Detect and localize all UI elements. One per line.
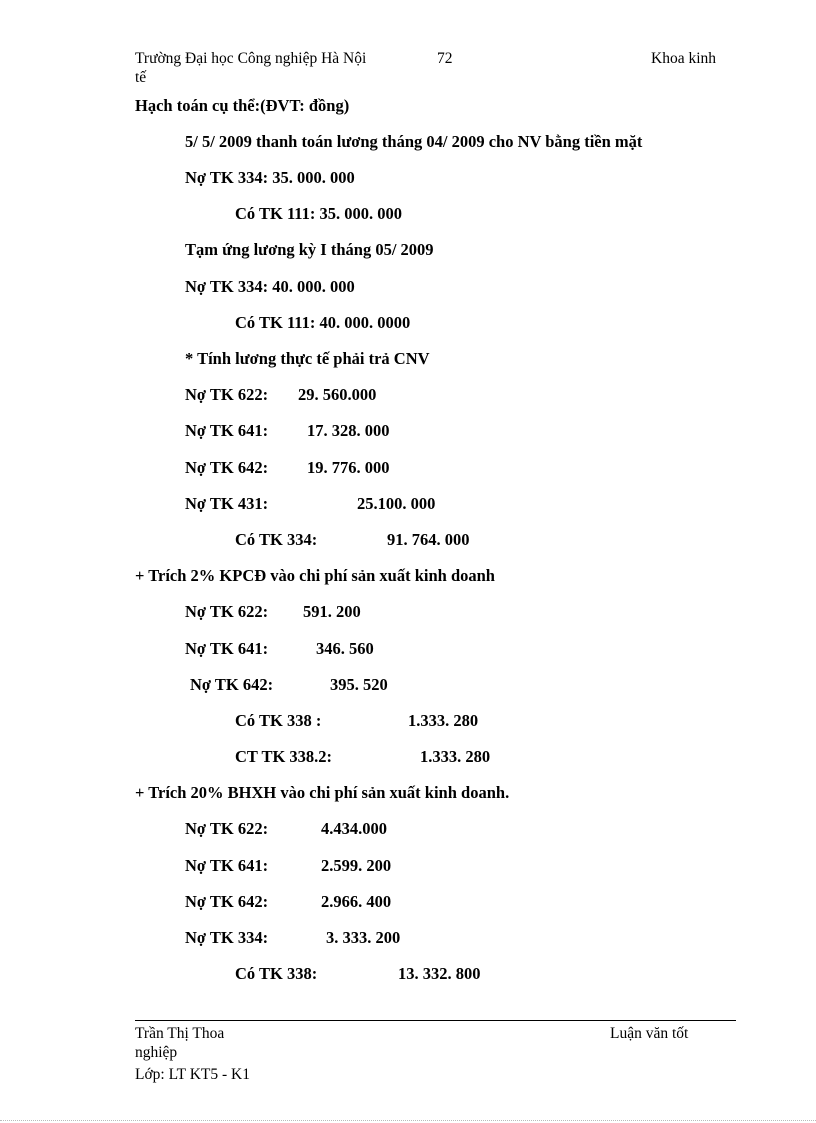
page-edge bbox=[0, 1120, 816, 1121]
entry-line: 5/ 5/ 2009 thanh toán lương tháng 04/ 2009 cho NV bằng tiền mặt bbox=[185, 132, 643, 151]
entry-account: Nợ TK 622: 4.434.000 bbox=[185, 819, 387, 838]
footer-thesis: Luận văn tốt bbox=[610, 1025, 689, 1042]
entry-amount: 13. 332. 800 bbox=[398, 964, 481, 983]
entry-account: Nợ TK 642: 2.966. 400 bbox=[185, 892, 392, 911]
footer-thesis-continued: nghiệp bbox=[135, 1044, 178, 1061]
entry-account: Nợ TK 642: 19. 776. 000 bbox=[185, 458, 390, 477]
entry-amount: 591. 200 bbox=[303, 602, 361, 621]
entry-amount: 25.100. 000 bbox=[357, 494, 436, 513]
entry-amount: 4.434.000 bbox=[321, 819, 387, 838]
footer-author: Trần Thị Thoa bbox=[135, 1025, 225, 1042]
entry-line: + Trích 2% KPCĐ vào chi phí sản xuất kinh doanh bbox=[135, 566, 495, 585]
entry-amount: 2.599. 200 bbox=[321, 856, 392, 875]
entry-account: CT TK 338.2: 1.333. 280 bbox=[235, 747, 491, 766]
footer-divider bbox=[135, 1020, 736, 1021]
entry-account: Nợ TK 642: 395. 520 bbox=[190, 675, 388, 694]
entry-amount: 3. 333. 200 bbox=[326, 928, 401, 947]
entry-amount: 17. 328. 000 bbox=[307, 421, 390, 440]
entry-line: * Tính lương thực tế phải trả CNV bbox=[185, 349, 430, 368]
entry-amount: 395. 520 bbox=[330, 675, 388, 694]
entry-account: Có TK 338: 13. 332. 800 bbox=[235, 964, 481, 983]
entry-amount: 29. 560.000 bbox=[298, 385, 377, 404]
section-title: Hạch toán cụ thể:(ĐVT: đồng) bbox=[135, 96, 350, 115]
header-faculty: Khoa kinh bbox=[651, 50, 717, 67]
entry-account: Có TK 334: 91. 764. 000 bbox=[235, 530, 470, 549]
entry-amount: 91. 764. 000 bbox=[387, 530, 470, 549]
entry-account: Nợ TK 334: 3. 333. 200 bbox=[185, 928, 401, 947]
entry-account: Nợ TK 641: 2.599. 200 bbox=[185, 856, 392, 875]
entry-account: Có TK 338 : 1.333. 280 bbox=[235, 711, 479, 730]
entry-line: Có TK 111: 35. 000. 000 bbox=[235, 204, 403, 223]
header-faculty-continued: tế bbox=[135, 69, 147, 86]
entry-amount: 1.333. 280 bbox=[408, 711, 479, 730]
entry-amount: 346. 560 bbox=[316, 639, 374, 658]
header-school: Trường Đại học Công nghiệp Hà Nội bbox=[135, 50, 367, 67]
entry-amount: 2.966. 400 bbox=[321, 892, 392, 911]
entry-line: Tạm ứng lương kỳ I tháng 05/ 2009 bbox=[185, 240, 434, 259]
entry-amount: 19. 776. 000 bbox=[307, 458, 390, 477]
entry-amount: 1.333. 280 bbox=[420, 747, 491, 766]
entry-account: Nợ TK 431: 25.100. 000 bbox=[185, 494, 436, 513]
entry-line: Nợ TK 334: 40. 000. 000 bbox=[185, 277, 355, 296]
entry-account: Nợ TK 622: 29. 560.000 bbox=[185, 385, 377, 404]
entry-account: Nợ TK 622: 591. 200 bbox=[185, 602, 361, 621]
entry-line: Nợ TK 334: 35. 000. 000 bbox=[185, 168, 355, 187]
footer-class: Lớp: LT KT5 - K1 bbox=[135, 1066, 250, 1083]
entry-account: Nợ TK 641: 346. 560 bbox=[185, 639, 374, 658]
entry-line: Có TK 111: 40. 000. 0000 bbox=[235, 313, 411, 332]
header-page-number: 72 bbox=[437, 50, 453, 67]
entry-line: + Trích 20% BHXH vào chi phí sản xuất kinh doanh. bbox=[135, 783, 510, 802]
entry-account: Nợ TK 641: 17. 328. 000 bbox=[185, 421, 390, 440]
